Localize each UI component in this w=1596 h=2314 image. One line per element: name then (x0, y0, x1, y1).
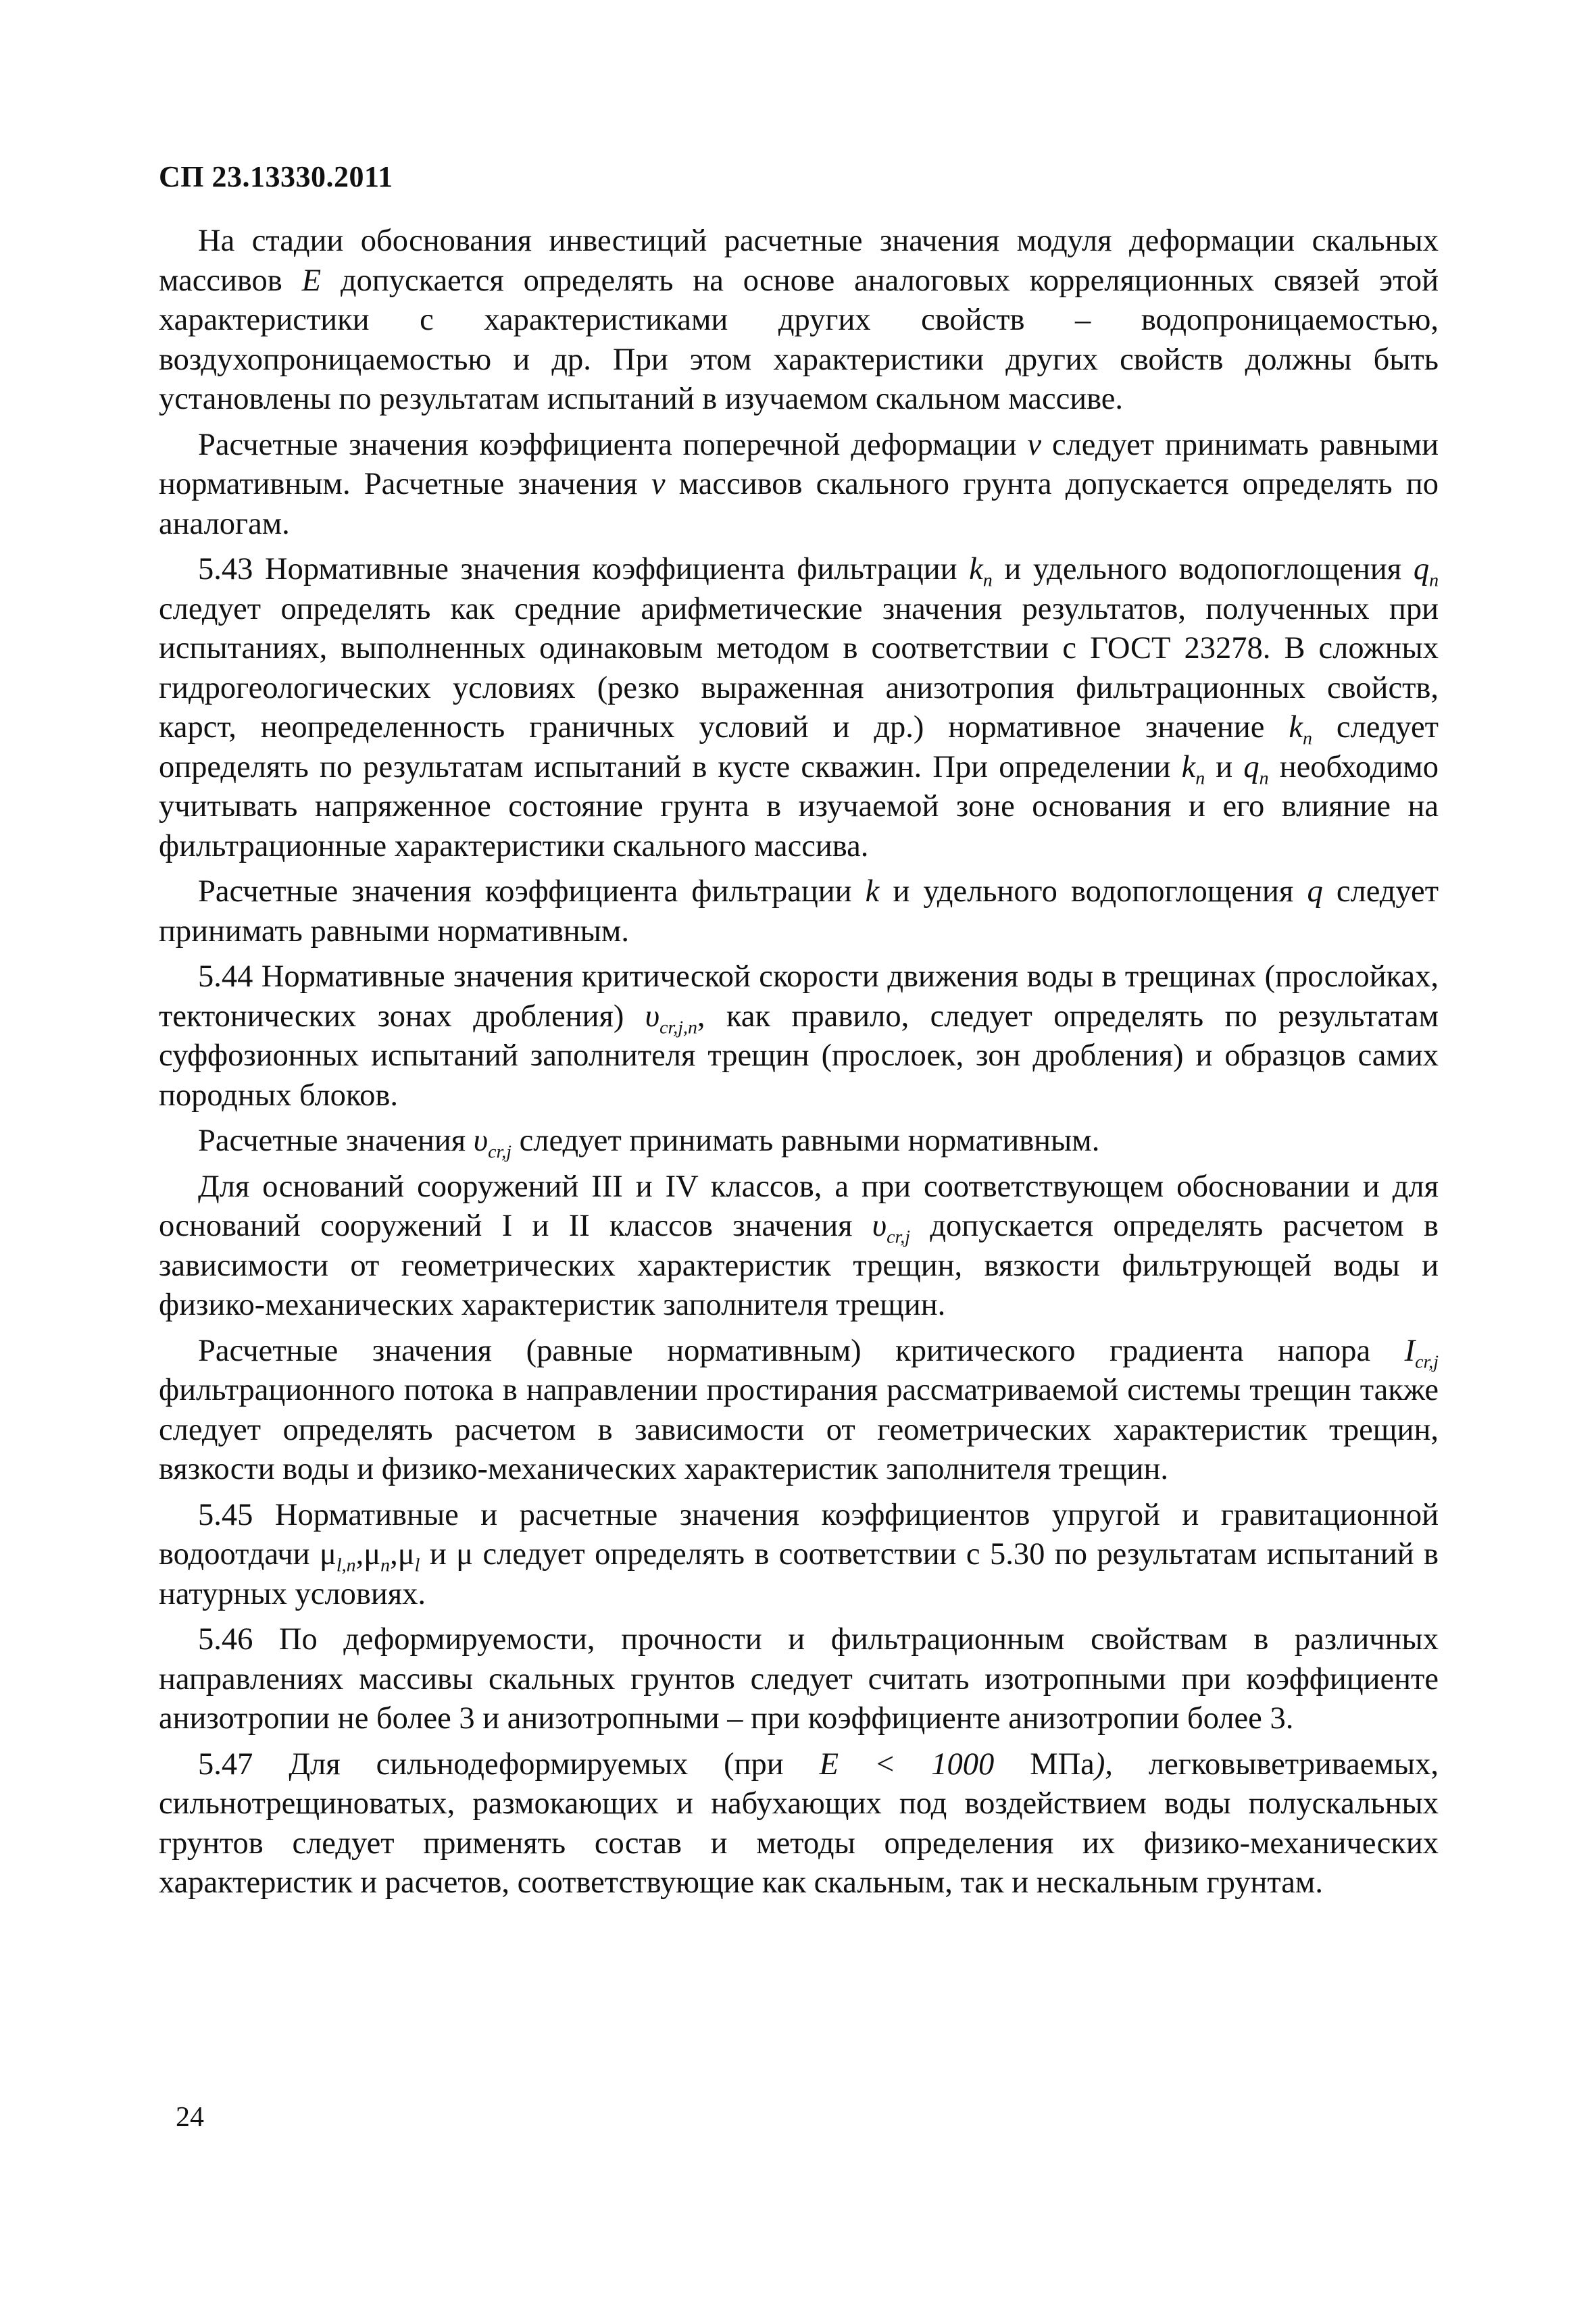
math-symbol: μ (319, 1537, 336, 1571)
subscript: n (1259, 767, 1269, 788)
subscript: n (1429, 570, 1439, 591)
text-run: МПа (994, 1746, 1095, 1782)
paragraph (159, 1620, 1439, 1739)
math-symbol: k (1181, 749, 1196, 784)
text-run: и (420, 1537, 457, 1571)
paragraph (159, 1122, 1439, 1161)
subscript: n (1195, 767, 1205, 788)
math-symbol: q (1413, 552, 1430, 586)
text-run: Расчетные значения (198, 1124, 474, 1158)
subscript: n (380, 1555, 391, 1576)
subscript: l (414, 1555, 420, 1576)
text-run: Расчетные значения коэффициента фильтрации (198, 874, 866, 909)
text-run: допускается определять на основе аналоговых корреляционных связей этой характеристики с характеристиками других свойств – водопроницаемостью, воздухопроницаемостью и др. При этом характеристики других свойств должны быть установлены по результатам испытаний в изучаемом скальном массиве. (159, 263, 1439, 416)
paragraph (159, 550, 1439, 866)
text-run: 5.43 Нормативные значения коэффициента фильтрации (198, 552, 970, 586)
text-run: следует определять по результатам испытаний в кусте скважин. При определении (159, 710, 1439, 784)
text-run: Расчетные значения коэффициента поперечной деформации (198, 427, 1028, 462)
math-symbol: E (301, 263, 322, 298)
math-symbol: ν (651, 467, 666, 501)
text-run: 5.44 Нормативные значения критической скорости движения воды в трещинах (прослойках, тектонических зонах дробления) (159, 959, 1439, 1034)
text-run: фильтрационного потока в направлении простирания рассматриваемой системы трещин также следует определять расчетом в зависимости от геометрических характеристик трещин, вязкости воды и физико-механических характеристик заполнителя трещин. (159, 1373, 1439, 1486)
math-symbol: k (1289, 710, 1303, 745)
text-run: Расчетные значения (равные нормативным) критического градиента напора (198, 1333, 1405, 1368)
subscript: cr,j (1415, 1351, 1439, 1372)
text-run: допускается определять расчетом в зависимости от геометрических характеристик трещин, вязкости фильтрующей воды и физико-механических характеристик заполнителя трещин. (159, 1209, 1439, 1322)
math-symbol: I (1404, 1333, 1416, 1368)
math-symbol: μ (397, 1537, 415, 1571)
subscript: cr,j (887, 1226, 911, 1248)
text-run: массивов скального грунта допускается определять по аналогам. (159, 467, 1439, 541)
paragraph (159, 1496, 1439, 1615)
math-symbol: μ (364, 1537, 381, 1571)
text-run: и удельного водопоглощения (992, 552, 1414, 586)
text-run: 5.45 Нормативные и расчетные значения коэффициентов упругой и гравитационной водоотдачи (159, 1497, 1439, 1571)
subscript: l,n (336, 1555, 356, 1576)
document-body (159, 222, 1439, 1909)
subscript: cr,j (488, 1141, 512, 1163)
page-number: 24 (176, 2102, 204, 2133)
text-run: и (1205, 749, 1244, 784)
math-symbol: ν (1027, 427, 1042, 462)
math-symbol: q (1307, 874, 1323, 909)
text-run: легковыветриваемых, сильнотрещиноватых, размокающих и набухающих под воздействием воды полускальных грунтов следует применять состав и методы определения их физико-механических характеристик и расчетов, соответствующие как скальным, так и нескальным грунтам. (159, 1746, 1439, 1900)
text-run: 5.46 По деформируемости, прочности и фильтрационным свойствам в различных направлениях массивы скальных грунтов следует считать изотропными при коэффициенте анизотропии не более 3 и анизотропными – при коэффициенте анизотропии более 3. (159, 1622, 1439, 1736)
text-run: , (355, 1537, 364, 1571)
text-run: и удельного водопоглощения (879, 874, 1307, 909)
text-run: 5.47 Для сильнодеформируемых (при (198, 1746, 820, 1782)
text-run: необходимо учитывать напряженное состояние грунта в изучаемой зоне основания и его влияние на фильтрационные характеристики скального массива. (159, 749, 1439, 863)
math-symbol: υ (473, 1124, 489, 1158)
text-run: , (390, 1537, 398, 1571)
document-code-header: СП 23.13330.2011 (159, 160, 393, 193)
paragraph (159, 1332, 1439, 1490)
text-run: следует принимать равными нормативным. Расчетные значения (159, 427, 1439, 501)
paragraph (159, 222, 1439, 420)
math-symbol: υ (645, 999, 660, 1034)
text-run: следует определять как средние арифметические значения результатов, полученных при испытаниях, выполненных одинаковым методом в соответствии с ГОСТ 23278. В сложных гидрогеологических условиях (резко выраженная анизотропия фильтрационных свойств, карст, неопределенность граничных условий и др.) нормативное значение (159, 591, 1439, 745)
math-symbol: E < 1000 (819, 1746, 995, 1782)
text-run: следует определять в соответствии с 5.30 по результатам испытаний в натурных условиях. (159, 1537, 1439, 1611)
math-symbol: k (969, 552, 983, 586)
text-run: следует принимать равными нормативным. (512, 1124, 1100, 1158)
paragraph (159, 1745, 1439, 1903)
math-symbol: ), (1094, 1746, 1113, 1782)
subscript: cr,j,n (659, 1016, 697, 1038)
paragraph (159, 957, 1439, 1115)
text-run: На стадии обоснования инвестиций расчетные значения модуля деформации скальных массивов (159, 224, 1439, 298)
paragraph (159, 872, 1439, 951)
paragraph (159, 426, 1439, 545)
math-symbol: μ (456, 1537, 474, 1571)
math-symbol: q (1243, 749, 1260, 784)
text-run: , как правило, следует определять по результатам суффозионных испытаний заполнителя трещин (прослоек, зон дробления) и образцов самих породных блоков. (159, 999, 1439, 1113)
math-symbol: k (865, 874, 880, 909)
subscript: n (1303, 728, 1312, 749)
text-run: Для оснований сооружений III и IV классов, а при соответствующем обосновании и для оснований сооружений I и II классов значения (159, 1169, 1439, 1243)
subscript: n (982, 570, 993, 591)
text-run: следует принимать равными нормативным. (159, 874, 1439, 949)
math-symbol: υ (872, 1209, 887, 1243)
paragraph (159, 1167, 1439, 1326)
